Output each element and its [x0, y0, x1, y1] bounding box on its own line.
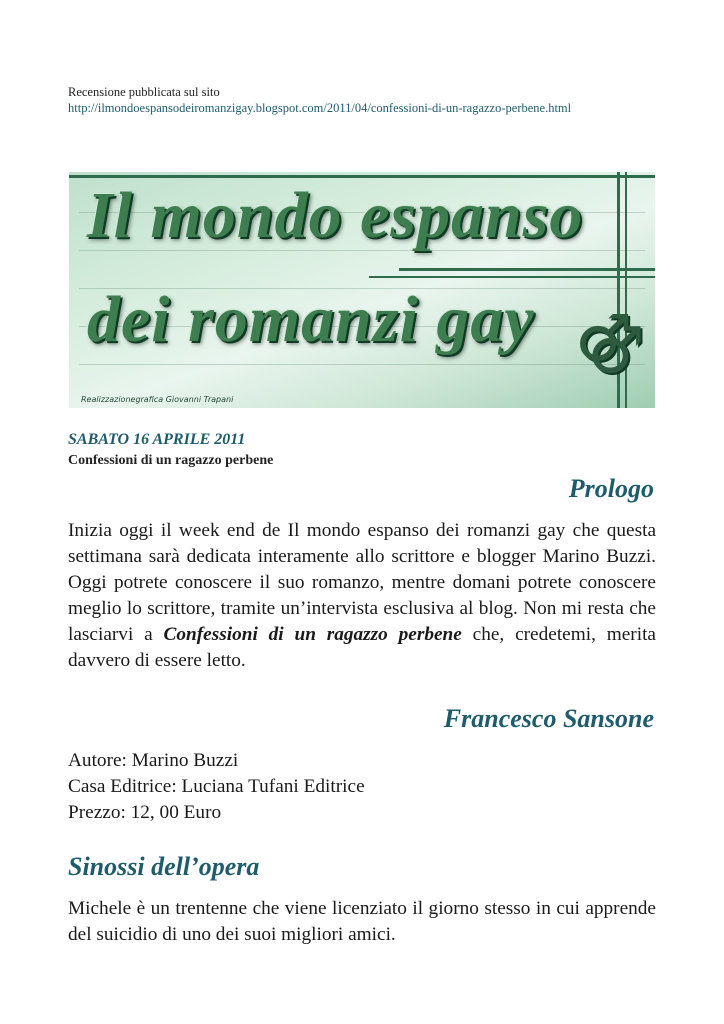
- source-label: Recensione pubblicata sul sito: [68, 85, 220, 99]
- source-url-link[interactable]: http://ilmondoespansodeiromanzigay.blogspot.com/2011/04/confessioni-di-un-ragazzo-perbene.html: [68, 101, 572, 115]
- prologo-text-1: Inizia oggi il week end de Il mondo espanso dei romanzi gay che questa settimana sarà dedicata interamente allo scrittore e blogger Marino Buzzi. Oggi potrete conoscere il suo romanzo, mentre domani potrete conoscere meglio lo scrittore, tramite un’intervista esclusiva al blog. Non mi resta che lasciarvi a: [68, 520, 656, 645]
- book-price: Prezzo: 12, 00 Euro: [68, 802, 222, 823]
- blog-banner: [69, 172, 655, 408]
- prologo-paragraph: [68, 518, 656, 674]
- book-title-inline: Confessioni di un ragazzo perbene: [163, 624, 462, 645]
- book-info: [68, 748, 365, 826]
- prologo-text-2: che, credetemi, merita davvero di essere letto.: [68, 624, 656, 671]
- post-title: Confessioni di un ragazzo perbene: [68, 453, 274, 468]
- review-author-heading: Francesco Sansone: [443, 704, 654, 733]
- prologo-heading: Prologo: [568, 474, 654, 503]
- sinossi-heading: Sinossi dell’opera: [68, 852, 260, 881]
- banner-title-line2: dei romanzi gay: [87, 283, 535, 356]
- banner-title-line1: Il mondo espanso: [87, 179, 584, 252]
- book-publisher: Casa Editrice: Luciana Tufani Editrice: [68, 776, 365, 797]
- gender-symbols-icon: ⚣: [575, 302, 645, 376]
- banner-credit: Realizzazionegrafica Giovanni Trapani: [81, 395, 234, 404]
- sinossi-paragraph: Michele è un trentenne che viene licenziato il giorno stesso in cui apprende del suicidio di uno dei suoi migliori amici.: [68, 898, 656, 945]
- source-note: [68, 84, 628, 116]
- post-date: SABATO 16 APRILE 2011: [68, 431, 246, 448]
- book-author: Autore: Marino Buzzi: [68, 750, 239, 771]
